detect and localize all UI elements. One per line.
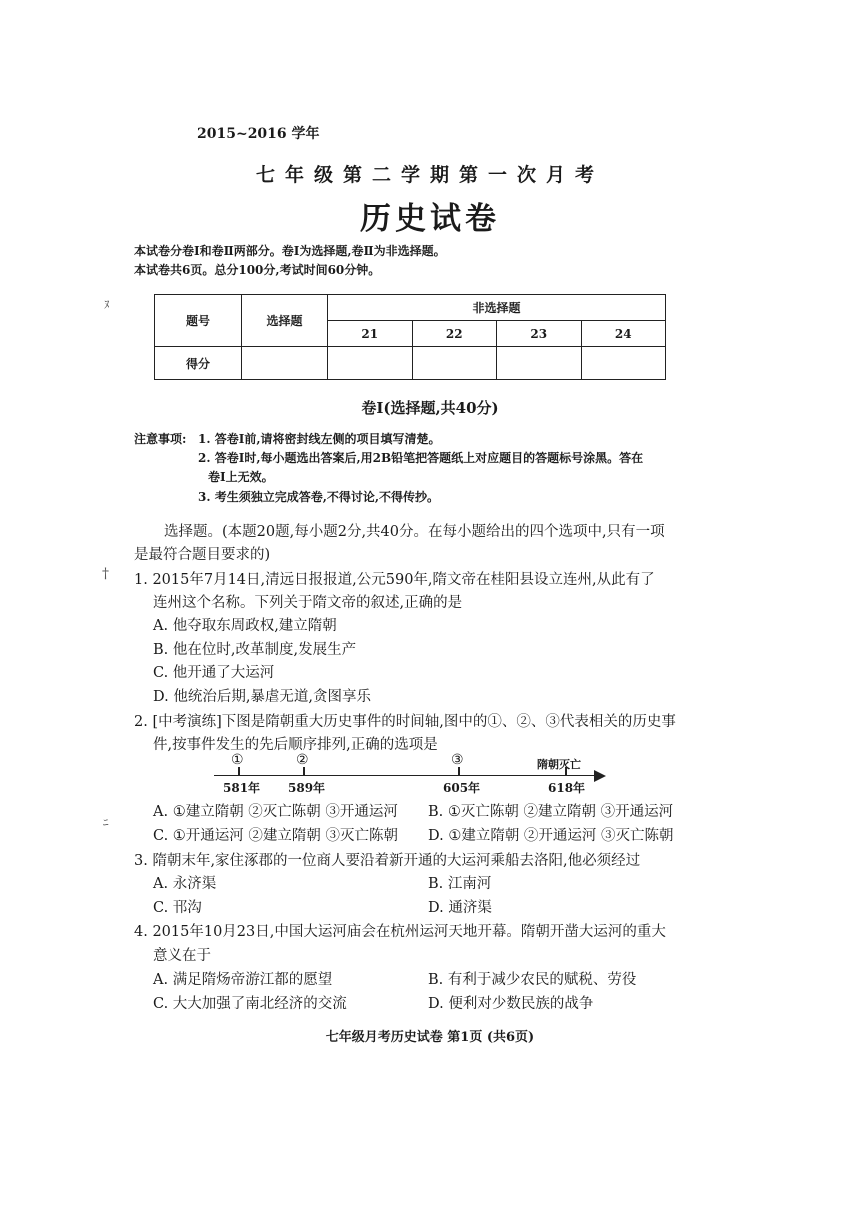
score-row-label: 得分	[155, 347, 242, 380]
score-table-col: 22	[412, 321, 497, 347]
margin-mark: †	[102, 566, 109, 582]
timeline-label: ①	[231, 752, 244, 768]
score-table-col: 23	[497, 321, 582, 347]
notice-item: 1. 答卷Ⅰ前,请将密封线左侧的项目填写清楚。	[198, 432, 441, 446]
score-table-col: 21	[328, 321, 413, 347]
question-stem: 3. 隋朝末年,家住涿郡的一位商人要沿着新开通的大运河乘船去洛阳,他必须经过	[134, 853, 641, 869]
timeline-year: 605年	[443, 781, 481, 795]
score-table-header: 选择题	[242, 295, 328, 347]
timeline-label: 隋朝灭亡	[537, 758, 581, 771]
score-cell	[581, 347, 666, 380]
timeline-tick	[238, 767, 240, 776]
timeline-year: 581年	[223, 781, 261, 795]
option-a: A. 他夺取东周政权,建立隋朝	[153, 618, 337, 634]
timeline-year: 589年	[288, 781, 326, 795]
score-cell	[242, 347, 328, 380]
timeline-tick	[458, 767, 460, 776]
intro-line: 本试卷分卷Ⅰ和卷Ⅱ两部分。卷Ⅰ为选择题,卷Ⅱ为非选择题。	[134, 244, 446, 258]
intro-line: 本试卷共6页。总分100分,考试时间60分钟。	[134, 263, 381, 277]
option-d: D. 便利对少数民族的战争	[428, 996, 594, 1012]
notice-label: 注意事项:	[134, 432, 187, 446]
timeline-tick	[303, 767, 305, 776]
margin-mark: ﾆ	[103, 816, 109, 829]
notice-item: 3. 考生须独立完成答卷,不得讨论,不得传抄。	[198, 490, 440, 504]
option-c: C. 他开通了大运河	[153, 665, 275, 681]
option-a: A. ①建立隋朝 ②灭亡陈朝 ③开通运河	[153, 804, 398, 820]
option-b: B. 江南河	[428, 876, 492, 892]
timeline-axis	[214, 775, 594, 776]
score-table-col: 24	[581, 321, 666, 347]
timeline-year: 618年	[548, 781, 586, 795]
margin-mark: ﾇ	[104, 298, 110, 311]
score-table	[154, 294, 666, 380]
option-d: D. 他统治后期,暴虐无道,贪图享乐	[153, 689, 372, 705]
score-cell	[328, 347, 413, 380]
option-a: A. 永济渠	[153, 876, 217, 892]
timeline-label: ②	[296, 752, 309, 768]
question-stem: 意义在于	[153, 948, 211, 964]
instructions: 是最符合题目要求的)	[134, 547, 271, 563]
section-title: 卷Ⅰ(选择题,共40分)	[361, 399, 499, 417]
notice-item: 2. 答卷Ⅰ时,每小题选出答案后,用2B铅笔把答题纸上对应题目的答题标号涂黑。答在	[198, 451, 644, 465]
page-footer: 七年级月考历史试卷 第1页 (共6页)	[325, 1030, 535, 1045]
timeline-label: ③	[451, 752, 464, 768]
option-c: C. 邗沟	[153, 900, 202, 916]
option-c: C. 大大加强了南北经济的交流	[153, 996, 347, 1012]
option-a: A. 满足隋炀帝游江都的愿望	[153, 972, 333, 988]
instructions: 选择题。(本题20题,每小题2分,共40分。在每小题给出的四个选项中,只有一项	[164, 524, 665, 540]
option-d: D. ①建立隋朝 ②开通运河 ③灭亡陈朝	[428, 828, 674, 844]
option-b: B. 有利于减少农民的赋税、劳役	[428, 972, 637, 988]
option-b: B. 他在位时,改革制度,发展生产	[153, 642, 357, 658]
option-c: C. ①开通运河 ②建立隋朝 ③灭亡陈朝	[153, 828, 399, 844]
question-stem: 连州这个名称。下列关于隋文帝的叙述,正确的是	[153, 595, 463, 611]
timeline-arrow-icon	[594, 770, 606, 782]
option-d: D. 通济渠	[428, 900, 492, 916]
subject-title: 历史试卷	[360, 201, 500, 237]
score-cell	[497, 347, 582, 380]
question-stem: 1. 2015年7月14日,清远日报报道,公元590年,隋文帝在桂阳县设立连州,从此有了	[134, 572, 655, 588]
school-year: 2015~2016 学年	[197, 126, 320, 142]
question-stem: 4. 2015年10月23日,中国大运河庙会在杭州运河天地开幕。隋朝开凿大运河的重大	[134, 924, 666, 940]
score-table-header: 题号	[155, 295, 242, 347]
question-stem: 2. [中考演练]下图是隋朝重大历史事件的时间轴,图中的①、②、③代表相关的历史事	[134, 714, 676, 730]
exam-title: 七年级第二学期第一次月考	[255, 164, 604, 186]
notice-item: 卷Ⅰ上无效。	[208, 470, 274, 484]
score-table-header: 非选择题	[328, 295, 666, 321]
option-b: B. ①灭亡陈朝 ②建立隋朝 ③开通运河	[428, 804, 674, 820]
score-cell	[412, 347, 497, 380]
question-stem: 件,按事件发生的先后顺序排列,正确的选项是	[153, 737, 438, 753]
